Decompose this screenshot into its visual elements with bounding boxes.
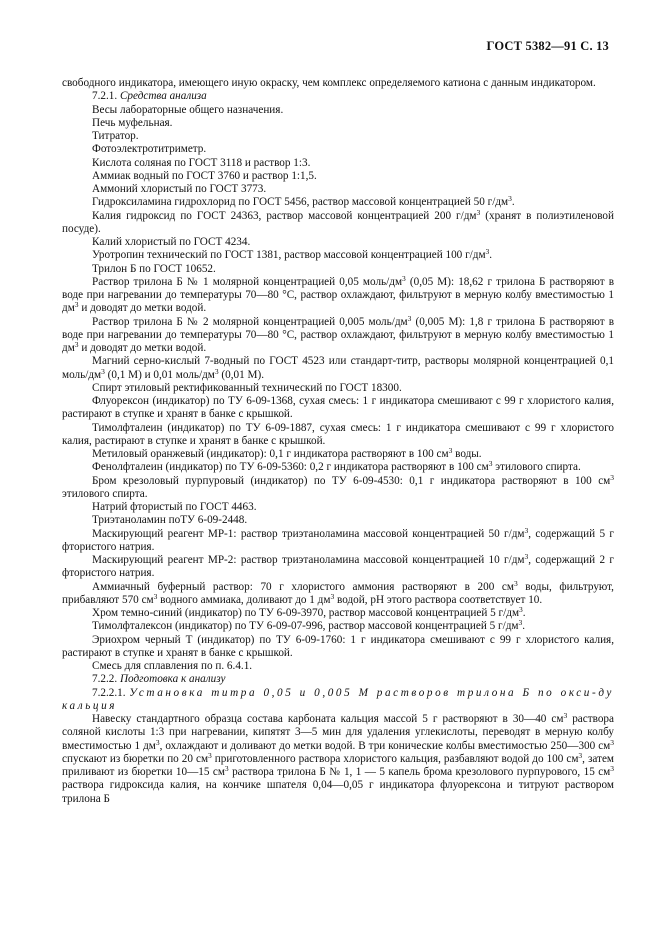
paragraph: Раствор трилона Б № 2 молярной концентрацией 0,005 моль/$дм^3$ (0,005 М): 1,8 г трилона Б растворяют в воде при нагревании до температуры 70—80 °С, раствор охлаждают, фильтруют в мерную колбу вместимостью 1 $дм^3$ и доводят до метки водой. [62,313,614,354]
paragraph: Трилон Б по ГОСТ 10652. [92,262,216,275]
page-header: ГОСТ 5382—91 С. 13 [486,39,609,53]
paragraph: Фенолфталеин (индикатор) по ТУ 6-09-5360: 0,2 г индикатора растворяют в 100 $см^3$ этилового спирта. [92,459,581,474]
paragraph: Маскирующий реагент МР-1: раствор триэтаноламина массовой концентрацией 50 $г/дм^3$, содержащий 5 г фтористого натрия. [62,525,614,553]
paragraph: Тимолфталексон (индикатор) по ТУ 6-09-07-996, раствор массовой концентрацией 5 $г/дм^3$. [92,618,526,633]
paragraph: Тимолфталеин (индикатор) по ТУ 6-09-1887, сухая смесь: 1 г индикатора смешивают с 99 г хлористого калия, растирают в ступке и хранят в банке с крышкой. [62,421,614,447]
paragraph: Уротропин технический по ГОСТ 1381, раствор массовой концентрацией 100 $г/дм^3$. [92,247,493,262]
paragraph: 7.2.2.1. Установка титра 0,05 и 0,005 М растворов трилона Б по окси-ду кальция [62,686,614,712]
section-title: Подготовка к анализу [119,673,226,686]
paragraph: Эриохром черный Т (индикатор) по ТУ 6-09-1760: 1 г индикатора смешивают с 99 г хлористого калия, растирают в ступке и хранят в банке с крышкой. [62,633,614,659]
paragraph: Флуорексон (индикатор) по ТУ 6-09-1368, сухая смесь: 1 г индикатора смешивают с 99 г хлористого калия, растирают в ступке и хранят в банке с крышкой. [62,395,614,421]
paragraph: Навеску стандартного образца состава карбоната кальция массой 5 г растворяют в 30—40 $см^3$ раствора соляной кислоты 1:3 при нагревании, кипятят 3—5 мин для удаления углекислоты, переводят в мерную колбу вместимостью 1 $дм^3$, охлаждают и доливают до метки водой. В три конические колбы вместимостью 250—300 $см^3$ спускают из бюретки по 20 $см^3$ приготовленного раствора хлористого кальция, разбавляют водой до 100 $см^3$, затем приливают из бюретки 10—15 $см^3$ раствора трилона Б № 1, 1 — 5 капель брома крезолового пурпурового, 15 $см^3$ раствора гидроксида калия, на кончике шпателя 0,04—0,05 г индикатора флуорексона и титруют раствором трилона Б [62,711,614,805]
paragraph: Хром темно-синий (индикатор) по ТУ 6-09-3970, раствор массовой концентрацией 5 $г/дм^3$. [92,605,526,619]
paragraph: Смесь для сплавления по п. 6.4.1. [92,660,253,672]
paragraph: Титратор. [92,130,139,142]
paragraph: Аммиачный буферный раствор: 70 г хлористого аммония растворяют в 200 $см^3$ воды, фильтруют, прибавляют 570 $см^3$ водного аммиака, доливают до 1 $дм^3$ водой, рН этого раствора соответствует 10. [62,578,614,606]
paragraph: Фотоэлектротитриметр. [92,143,207,156]
paragraph: Весы лабораторные общего назначения. [92,103,284,116]
document-body [62,77,614,806]
paragraph: Натрий фтористый по ГОСТ 4463. [92,501,257,513]
paragraph: 7.2.1. Средства анализа [92,90,207,103]
paragraph: Магний серно-кислый 7-водный по ГОСТ 4523 или стандарт-титр, растворы молярной концентрацией 0,1 моль/$дм^3$ (0,1 М) и 0,01 моль/$дм^3$ (0,01 М). [62,355,614,381]
paragraph: 7.2.2. Подготовка к анализу [92,673,226,686]
paragraph: Триэтаноламин поТУ 6-09-2448. [92,514,248,527]
paragraph: Калия гидроксид по ГОСТ 24363, раствор массовой концентрацией 200 $г/дм^3$ (хранят в полиэтиленовой посуде). [62,207,615,235]
paragraph: Гидроксиламина гидрохлорид по ГОСТ 5456, раствор массовой концентрацией 50 $г/дм^3$. [92,194,515,209]
paragraph: Аммиак водный по ГОСТ 3760 и раствор 1:1,5. [92,169,317,182]
paragraph: Спирт этиловый ректификованный технический по ГОСТ 18300. [92,381,402,394]
paragraph: Маскирующий реагент МР-2: раствор триэтаноламина массовой концентрацией 10 $г/дм^3$, содержащий 2 г фтористого натрия. [62,552,614,580]
paragraph: Бром крезоловый пурпуровый (индикатор) по ТУ 6-09-4530: 0,1 г индикатора растворяют в 100 $см^3$ этилового спирта. [62,472,614,500]
paragraph: свободного индикатора, имеющего иную окраску, чем комплекс определяемого катиона с данным индикатором. [62,77,596,89]
paragraph: Кислота соляная по ГОСТ 3118 и раствор 1:3. [92,156,311,169]
paragraph: Раствор трилона Б № 1 молярной концентрацией 0,05 моль/$дм^3$ (0,05 М): 18,62 г трилона Б растворяют в воде при нагревании до температуры 70—80 °С, раствор охлаждают, фильтруют в мерную колбу вместимостью 1 $дм^3$ и доводят до метки водой. [62,273,614,315]
paragraph: Метиловый оранжевый (индикатор): 0,1 г индикатора растворяют в 100 $см^3$ воды. [92,446,482,460]
paragraph: Печь муфельная. [92,116,173,129]
section-title: Средства анализа [119,90,207,103]
subsection-title: Установка титра 0,05 и 0,005 М растворов трилона Б по окси-ду кальция [62,686,614,712]
paragraph: Калий хлористый по ГОСТ 4234. [92,236,251,248]
paragraph: Аммоний хлористый по ГОСТ 3773. [92,183,267,195]
